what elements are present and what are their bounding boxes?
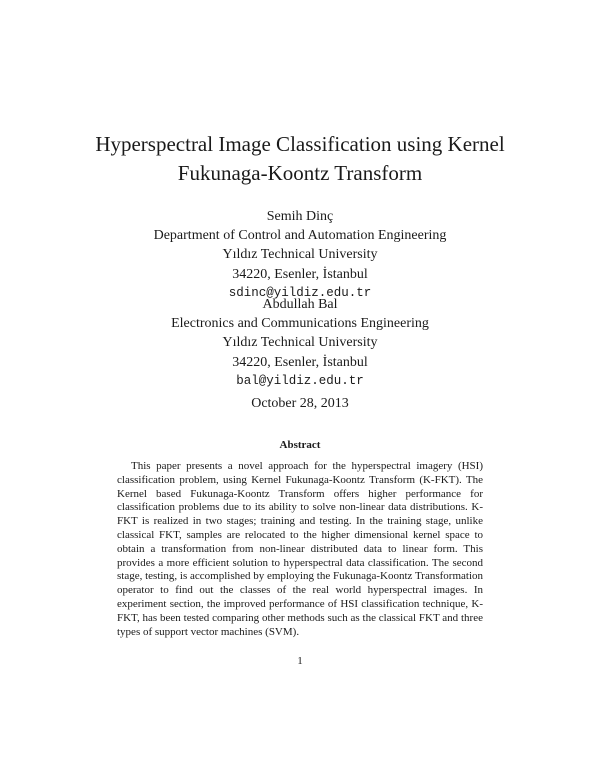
author-block-2 — [0, 295, 600, 391]
author-department: Electronics and Communications Engineering — [171, 316, 429, 332]
author-block-1 — [0, 207, 600, 303]
author-address: 34220, Esenler, İstanbul — [232, 354, 368, 370]
author-university: Yıldız Technical University — [222, 335, 378, 351]
author-department: Department of Control and Automation Engineering — [153, 228, 447, 244]
author-email: bal@yildiz.edu.tr — [236, 373, 364, 388]
author-university: Yıldız Technical University — [222, 247, 378, 263]
abstract-body: This paper presents a novel approach for the hyperspectral imagery (HSI) classification problem, using Kernel Fukunaga-Koontz Transform (K-FKT). The Kernel based Fukunaga-Koontz Transform offers higher performance for classification problems due to its ability to solve non-linear data distributions. K-FKT is realized in two stages; training and testing. In the training stage, unlike classical FKT, samples are relocated to the higher dimensional kernel space to obtain a transformation from non-linear distributed data to linear form. This provides a more efficient solution to hyperspectral data classification. The second stage, testing, is accomplished by employing the Fukunaga-Koontz Transformation operator to find out the classes of the real world hyperspectral images. In experiment section, the improved performance of HSI classification technique, K-FKT, has been tested comparing other methods such as the classical FKT and three types of support vector machines (SVM). — [117, 460, 484, 638]
abstract-heading: Abstract — [279, 439, 321, 451]
title-line-1: Hyperspectral Image Classification using Kernel — [95, 132, 505, 156]
paper-date: October 28, 2013 — [251, 396, 349, 411]
title-line-2: Fukunaga-Koontz Transform — [177, 161, 423, 185]
paper-title — [0, 130, 600, 188]
page-number: 1 — [297, 655, 303, 667]
author-email: sdinc@yildiz.edu.tr — [228, 285, 372, 300]
author-name: Abdullah Bal — [262, 297, 338, 312]
author-name: Semih Dinç — [266, 209, 334, 224]
author-address: 34220, Esenler, İstanbul — [232, 266, 368, 282]
